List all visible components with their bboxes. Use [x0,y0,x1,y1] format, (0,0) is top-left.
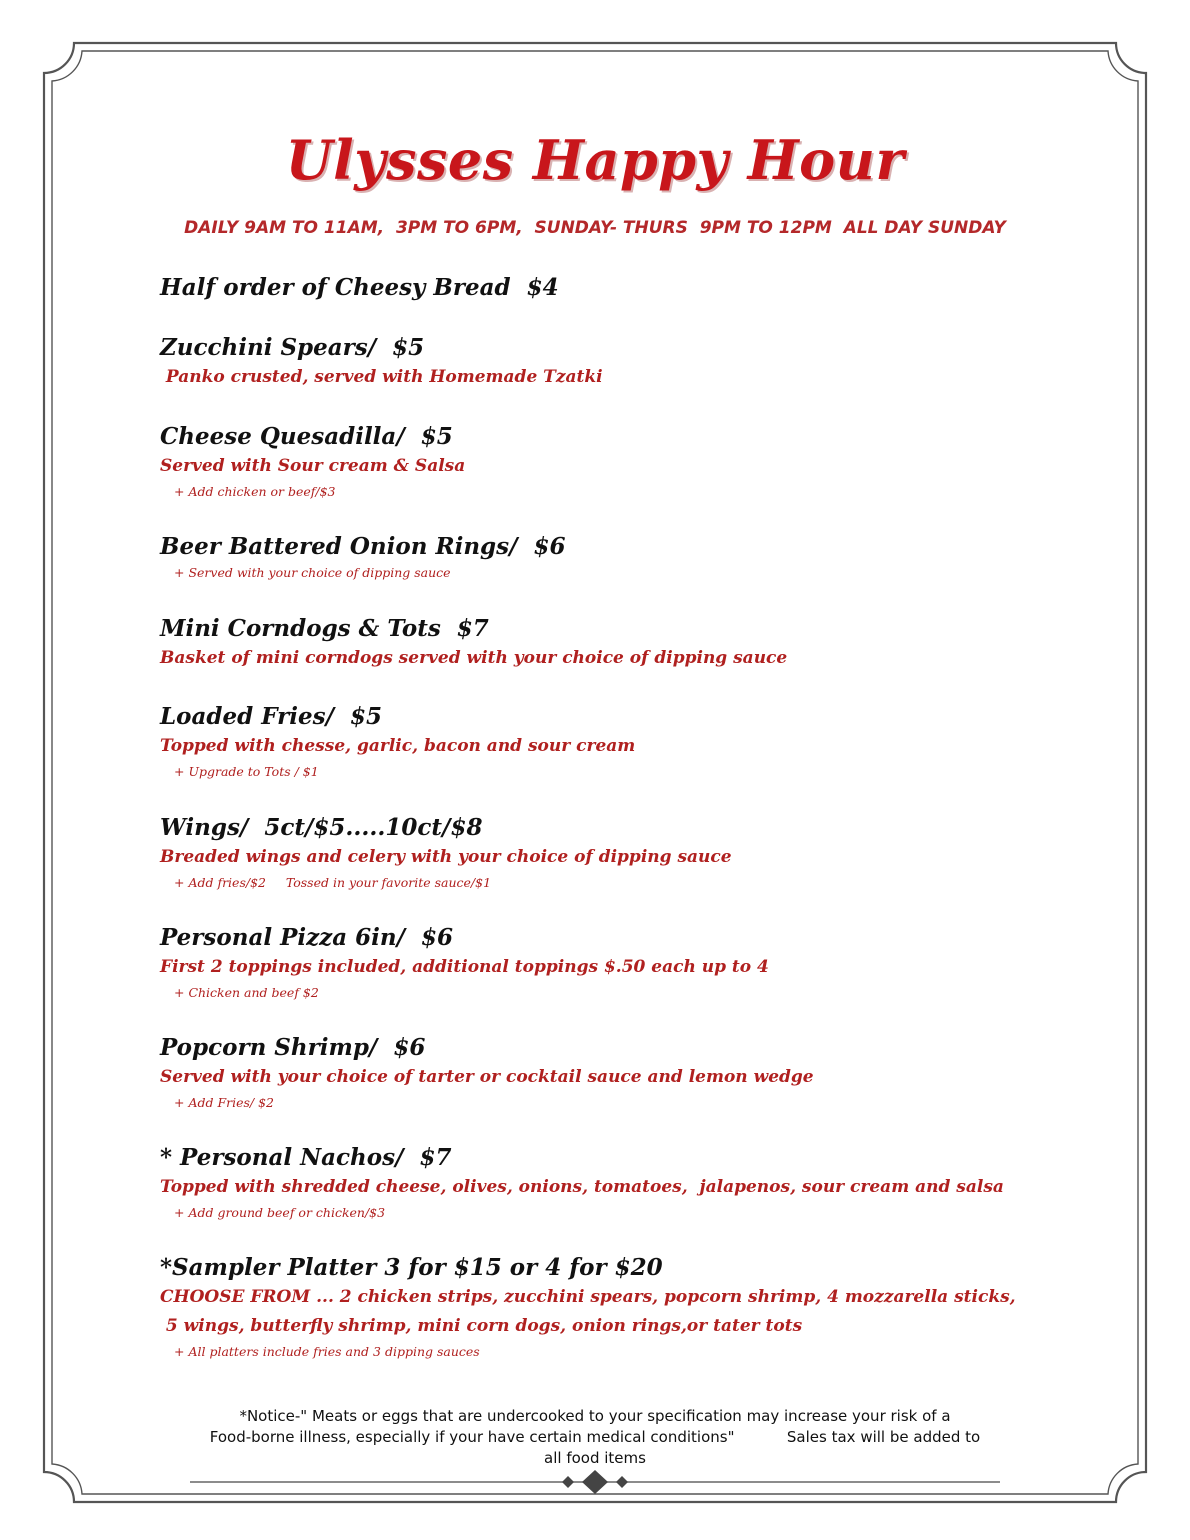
menu-item-sampler-platter [160,1253,1060,1363]
menu-item-personal-pizza [160,923,1060,1004]
item-description: Topped with shredded cheese, olives, onions, tomatoes, jalapenos, sour cream and salsa [160,1177,1004,1197]
menu-item-zucchini-spears [160,333,1060,392]
item-addon: + Add ground beef or chicken/$3 [174,1205,386,1220]
item-name: * Personal Nachos/ $7 [160,1144,452,1171]
menu-item-mini-corndogs [160,614,1060,673]
bottom-ornament [190,1470,1000,1494]
item-name: Loaded Fries/ $5 [160,703,383,730]
item-addon: + All platters include fries and 3 dipping sauces [174,1344,480,1359]
menu-item-personal-nachos [160,1143,1060,1224]
menu-item-cheesy-bread [160,273,1060,303]
item-addon: + Add fries/$2 Tossed in your favorite sauce/$1 [174,875,492,890]
item-addon: + Add chicken or beef/$3 [174,484,336,499]
item-addon: + Add Fries/ $2 [174,1095,274,1110]
item-description: Served with Sour cream & Salsa [160,456,466,476]
item-name: Popcorn Shrimp/ $6 [160,1034,426,1061]
menu-item-wings [160,813,1060,894]
notice-line: Food-borne illness, especially if your have certain medical conditions" Sales tax will be added to [209,1428,981,1446]
item-addon: + Chicken and beef $2 [174,985,319,1000]
item-name: Cheese Quesadilla/ $5 [160,423,453,450]
happy-hour-times: DAILY 9AM TO 11AM, 3PM TO 6PM, SUNDAY- THURS 9PM TO 12PM ALL DAY SUNDAY [184,218,1006,238]
item-description-continued: 5 wings, butterfly shrimp, mini corn dogs, onion rings,or tater tots [160,1316,803,1336]
notice-line: *Notice-" Meats or eggs that are undercooked to your specification may increase your risk of a [239,1407,951,1425]
notice-line: all food items [544,1449,646,1467]
menu-item-loaded-fries [160,702,1060,783]
menu-item-cheese-quesadilla [160,422,1060,503]
item-name: Wings/ 5ct/$5.....10ct/$8 [160,814,483,841]
menu-item-onion-rings [160,532,1060,584]
menu-item-popcorn-shrimp [160,1033,1060,1114]
item-addon: + Served with your choice of dipping sauce [174,565,451,580]
item-name: Beer Battered Onion Rings/ $6 [160,533,566,560]
item-description: Topped with chesse, garlic, bacon and sour cream [160,736,636,756]
item-description: Served with your choice of tarter or cocktail sauce and lemon wedge [160,1067,814,1087]
item-description: CHOOSE FROM ... 2 chicken strips, zucchini spears, popcorn shrimp, 4 mozzarella sticks, [160,1287,1016,1307]
item-name: Mini Corndogs & Tots $7 [160,615,489,642]
item-description: First 2 toppings included, additional toppings $.50 each up to 4 [160,957,769,977]
item-name: *Sampler Platter 3 for $15 or 4 for $20 [160,1254,663,1281]
item-addon: + Upgrade to Tots / $1 [174,764,319,779]
menu-title: Ulysses Happy Hour [285,128,905,192]
item-description: Breaded wings and celery with your choice of dipping sauce [160,847,732,867]
item-description: Panko crusted, served with Homemade Tzatki [160,367,603,387]
item-name: Zucchini Spears/ $5 [160,334,425,361]
food-safety-notice [150,1406,1040,1469]
item-description: Basket of mini corndogs served with your choice of dipping sauce [160,648,788,668]
item-name: Half order of Cheesy Bread $4 [160,274,559,301]
item-name: Personal Pizza 6in/ $6 [160,924,454,951]
